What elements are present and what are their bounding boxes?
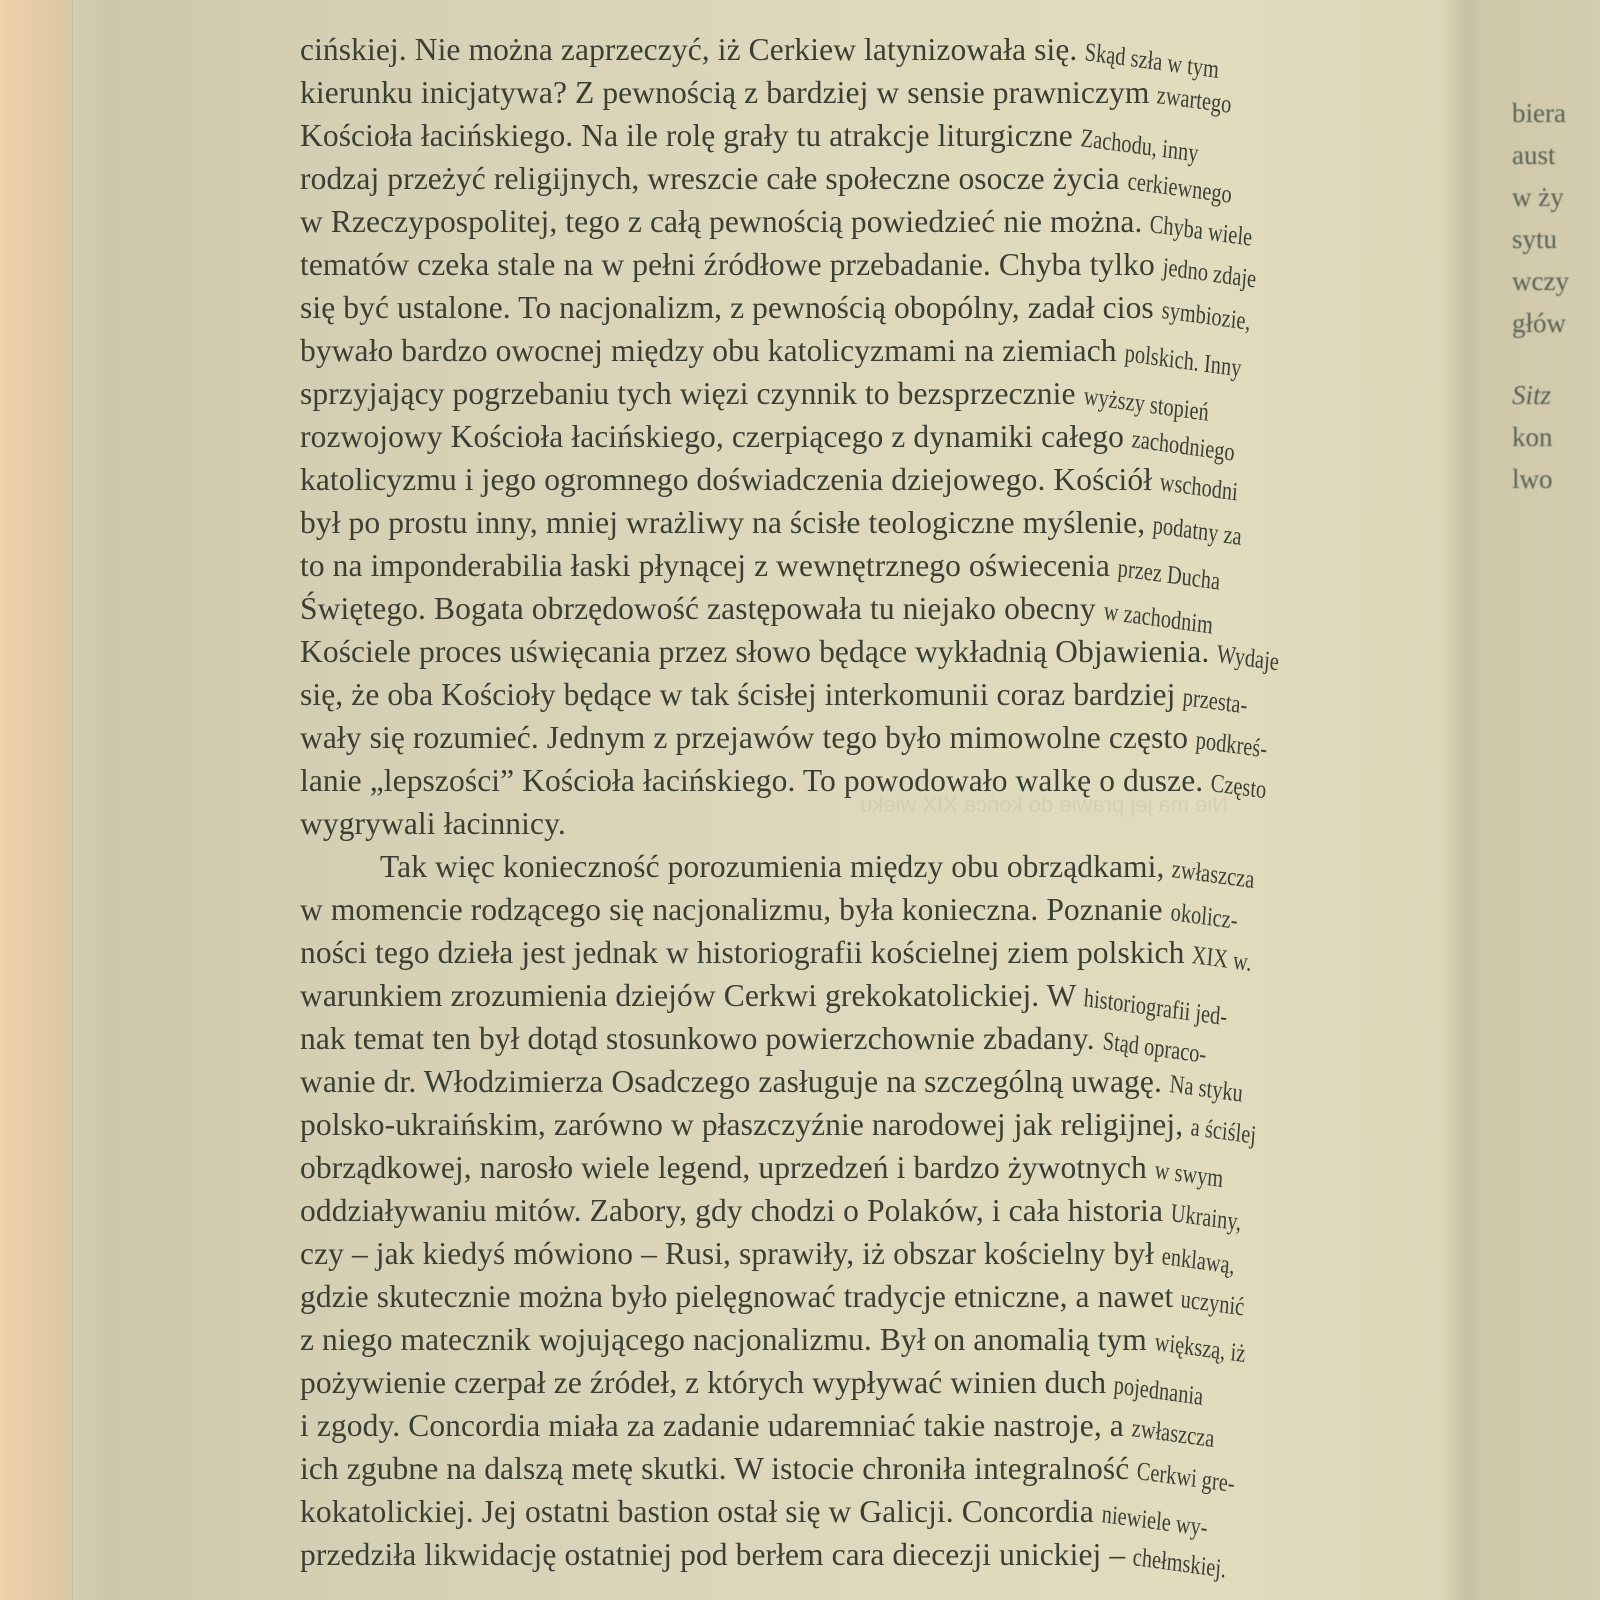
text-line: i zgody. Concordia miała za zadanie udaremniać takie nastroje, a zwłaszcza — [300, 1408, 1216, 1454]
text-line: Świętego. Bogata obrzędowość zastępowała tu niejako obecny w zachodnim — [300, 591, 1214, 640]
text-line: tematów czeka stale na w pełni źródłowe przebadanie. Chyba tylko jedno zdaje — [300, 247, 1258, 294]
text-line: Kościoła łacińskiego. Na ile rolę grały tu atrakcje liturgiczne Zachodu, inny — [300, 118, 1200, 168]
text-line: warunkiem zrozumienia dziejów Cerkwi grekokatolickiej. W historiografii jed- — [300, 978, 1229, 1032]
facing-page-text — [1512, 92, 1600, 500]
text-line: czy – jak kiedyś mówiono – Rusi, sprawiły, iż obszar kościelny był enklawą, — [300, 1236, 1237, 1280]
text-line: obrządkowej, narosło wiele legend, uprzedzeń i bardzo żywotnych w swym — [300, 1150, 1225, 1194]
text-line: głów — [1512, 308, 1566, 338]
text-line: to na imponderabilia łaski płynącej z wewnętrznego oświecenia przez Ducha — [300, 548, 1222, 596]
text-line: ności tego dzieła jest jednak w historiografii kościelnej ziem polskich XIX w. — [300, 935, 1254, 977]
text-line: wygrywali łacinnicy. — [300, 806, 566, 841]
text-line: kon — [1512, 422, 1553, 452]
text-line: biera — [1512, 98, 1566, 128]
text-line: gdzie skutecznie można było pielęgnować tradycje etniczne, a nawet uczynić — [300, 1279, 1246, 1322]
text-line: oddziaływaniu mitów. Zabory, gdy chodzi o Polaków, i cała historia Ukrainy, — [300, 1193, 1243, 1237]
text-line: lwo — [1512, 464, 1553, 494]
spacer — [1512, 344, 1600, 374]
text-line: wanie dr. Włodzimierza Osadczego zasługuje na szczególną uwagę. Na styku — [300, 1064, 1245, 1108]
text-line: pożywienie czerpał ze źródeł, z których wypływać winien duch pojednania — [300, 1365, 1205, 1411]
book-gutter — [1445, 0, 1485, 1600]
text-line: w Rzeczypospolitej, tego z całą pewnością powiedzieć nie można. Chyba wiele — [300, 204, 1254, 252]
text-line: Kościele proces uświęcania przez słowo będące wykładnią Objawienia. Wydaje — [300, 634, 1281, 677]
text-line: rozwojowy Kościoła łacińskiego, czerpiącego z dynamiki całego zachodniego — [300, 419, 1236, 467]
paragraph-1 — [300, 28, 1450, 845]
text-line: bywało bardzo owocnej między obu katolicyzmami na ziemiach polskich. Inny — [300, 333, 1243, 383]
book-cover-edge — [0, 0, 72, 1600]
show-through-text: Nie ma jej prawie do końca XIX wieku — [860, 792, 1229, 817]
text-line: Sitz — [1512, 380, 1552, 410]
text-line: wały się rozumieć. Jednym z przejawów tego było mimowolne często podkreś- — [300, 720, 1269, 764]
paragraph-2 — [300, 845, 1450, 1584]
text-line: polsko-ukraińskim, zarówno w płaszczyźnie narodowej jak religijnej, a ściślej — [300, 1107, 1258, 1150]
text-line: w ży — [1512, 182, 1564, 212]
text-line: się, że oba Kościoły będące w tak ścisłej interkomunii coraz bardziej przesta- — [300, 677, 1250, 720]
page-stack-edge — [72, 0, 103, 1600]
text-line: ich zgubne na dalszą metę skutki. W istocie chroniła integralność Cerkwi gre- — [300, 1451, 1237, 1499]
text-line: Tak więc konieczność porozumienia między obu obrządkami, zwłaszcza — [380, 849, 1257, 895]
main-page-text — [300, 28, 1450, 1584]
text-line: sprzyjający pogrzebaniu tych więzi czynnik to bezsprzecznie wyższy stopień — [300, 376, 1210, 427]
text-line: katolicyzmu i jego ogromnego doświadczenia dziejowego. Kościół wschodni — [300, 462, 1240, 507]
text-line: w momencie rodzącego się nacjonalizmu, była konieczna. Poznanie okolicz- — [300, 892, 1239, 935]
text-line: wczy — [1512, 266, 1569, 296]
text-line: nak temat ten był dotąd stosunkowo powierzchownie zbadany. Stąd opraco- — [300, 1021, 1208, 1069]
text-line: z niego matecznik wojującego nacjonalizmu. Był on anomalią tym większą, iż — [300, 1322, 1247, 1369]
text-line: przedziła likwidację ostatniej pod berłem cara diecezji unickiej – chełmskiej. — [300, 1537, 1228, 1584]
text-line: był po prostu inny, mniej wrażliwy na ścisłe teologiczne myślenie, podatny za — [300, 505, 1244, 551]
text-line: sytu — [1512, 224, 1558, 254]
text-line: się być ustalone. To nacjonalizm, z pewnością obopólny, zadał cios symbiozie, — [300, 290, 1252, 336]
text-line: kierunku inicjatywa? Z pewnością z bardziej w sensie prawniczym zwartego — [300, 75, 1234, 119]
text-line: rodzaj przeżyć religijnych, wreszcie całe społeczne osocze życia cerkiewnego — [300, 161, 1233, 209]
text-line: cińskiej. Nie można zaprzeczyć, iż Cerkiew latynizowała się. Skąd szła w tym — [300, 32, 1221, 84]
text-line: aust — [1512, 140, 1556, 170]
text-line: kokatolickiej. Jej ostatni bastion ostał się w Galicji. Concordia niewiele wy- — [300, 1494, 1209, 1543]
text-line: lanie „lepszości” Kościoła łacińskiego. To powodowało walkę o dusze. Często — [300, 763, 1268, 805]
